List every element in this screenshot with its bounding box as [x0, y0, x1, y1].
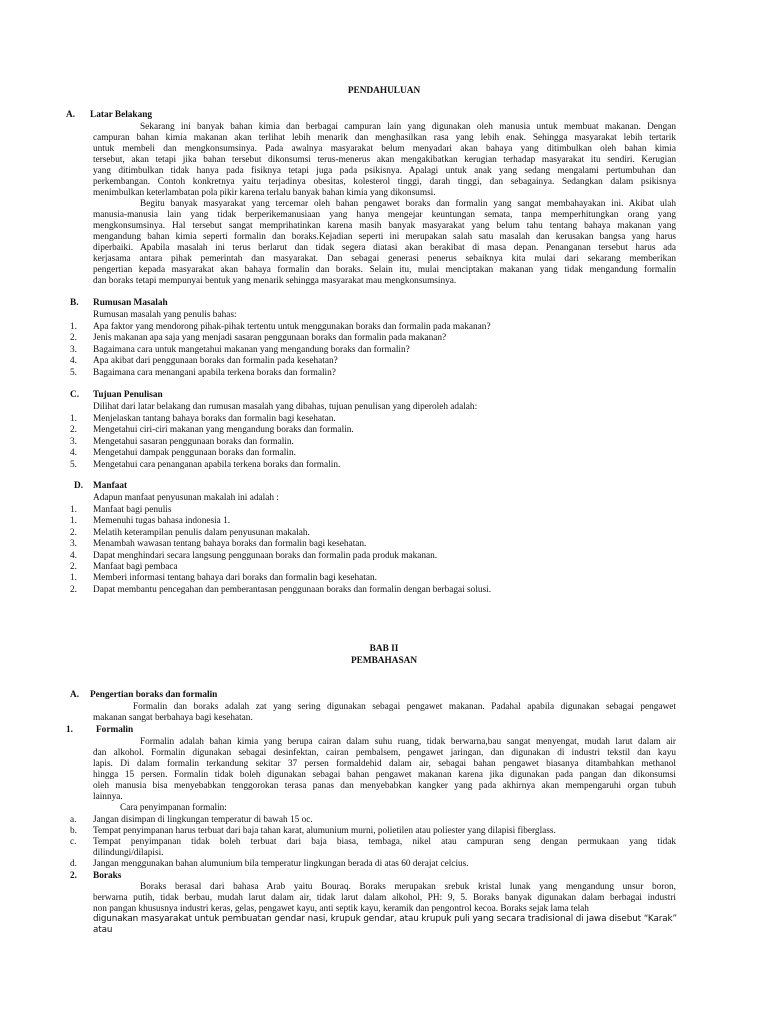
paragraph-line: manusia-manusia lain yang tidak berperikemanusiaan yang hanya mengejar keuntungan semata, tanpa memperhitungkan orang yang [93, 210, 676, 220]
list-letter: c. [70, 837, 77, 847]
definition-number: A. [70, 690, 80, 700]
paragraph-line: dan alkohol. Formalin digunakan sebagai desinfektan, cairan pembalsem, pengawet jaringan, dan digunakan di industri tekstil dan kayu [93, 748, 676, 758]
list-item-text: Mengetahui ciri-ciri makanan yang mengandung boraks dan formalin. [93, 425, 354, 436]
list-item-text: Menambah wawasan tentang bahaya boraks dan formalin bagi kesehatan. [93, 539, 367, 550]
list-number: 3. [70, 539, 77, 550]
list-number: 5. [70, 459, 77, 470]
list-number: 1. [70, 414, 77, 424]
section-c-heading: Tujuan Penulisan [93, 390, 163, 400]
section-a-heading: Latar Belakang [90, 110, 153, 120]
list-item-text: Tempat penyimpanan harus terbuat dari baja tahan karat, alumunium murni, polietilen atau poliester yang dilapisi fiberglass. [93, 826, 556, 836]
paragraph-line: makanan sangat berbahaya bagi kesehatan. [93, 713, 253, 723]
section-b-heading: Rumusan Masalah [93, 298, 168, 308]
paragraph-line: Boraks berasal dari bahasa Arab yaitu Bouraq. Boraks merupakan srebuk kristal lunak yang mengandung unsur boron, [140, 882, 676, 892]
list-item-text: Bagaimana cara untuk mangetahui makanan yang mengandung boraks dan formalin? [93, 344, 410, 355]
list-letter: a. [70, 815, 77, 825]
list-number: 2. [70, 562, 77, 572]
paragraph-line: perkembangan. Contoh konkretnya yaitu terjadinya obesitas, kolesterol tinggi, darah tinggi, dan sebagainya. Sedangkan dalam psikisnya [93, 177, 676, 187]
paragraph-line: kerjasama antara pihak pemerintah dan masyarakat. Dan sebagai generasi penerus sebaiknya kita mulai dari sekarang memberikan [93, 254, 676, 264]
section-d-heading: Manfaat [93, 481, 128, 491]
list-item-text: Menjelaskan tantang bahaya boraks dan formalin bagi kesehatan. [93, 414, 336, 424]
formalin-heading: Formalin [96, 725, 134, 735]
section-c-number: C. [70, 390, 80, 400]
paragraph-line: diperbaiki. Apabila masalah ini terus berlarut dan tidak segera diatasi akan berakibat di masa depan. Penanganan tersebut harus ada [93, 243, 676, 253]
list-number: 2. [70, 425, 77, 436]
list-letter: b. [70, 826, 77, 836]
paragraph-line: Formalin adalah bahan kimia yang berupa cairan dalam suhu ruang, tidak berwarna,bau sangat menyengat, mudah larut dalam air [140, 737, 676, 747]
list-item-text: Bagaimana cara menangani apabila terkena boraks dan formalin? [93, 367, 336, 378]
list-item-text: Jangan menggunakan bahan alumunium bila temperatur lingkungan berada di atas 60 derajat celcius. [93, 859, 469, 869]
paragraph-line: lapis. Di dalam formalin terkandung sekitar 37 persen formaldehid dalam air, sebagai bahan pengawet biasanya ditambahkan methanol [93, 759, 676, 769]
list-number: 2. [70, 527, 77, 538]
chapter-title: BAB II [369, 644, 399, 654]
paragraph-line: dan boraks tetapi mempunyai bentuk yang menarik sehingga masyarakat mau mengkonsumsinya. [93, 276, 457, 286]
list-number: 1. [70, 516, 77, 527]
list-item-text: Dapat menghindari secara langsung penggunaan boraks dan formalin pada produk makanan. [93, 550, 438, 561]
list-item-text: Jenis makanan apa saja yang menjadi sasaran penggunaan boraks dan formalin pada makanan? [93, 333, 447, 344]
list-number: 4. [70, 448, 77, 459]
page-title: PENDAHULUAN [347, 86, 421, 96]
list-item-text: Tempat penyimpanan tidak boleh terbuat dari baja biasa, tembaga, nikel atau campuran seng dengan permukaan yang tidak [93, 837, 676, 847]
list-letter: d. [70, 859, 77, 869]
list-item-text: Manfaat bagi pembaca [93, 562, 178, 572]
section-d-number: D. [74, 481, 84, 491]
list-item-text: Memberi informasi tentang bahaya dari boraks dan formalin bagi kesehatan. [93, 573, 377, 584]
section-b-intro: Rumusan masalah yang penulis bahas: [93, 310, 237, 320]
section-b-number: B. [70, 298, 79, 308]
list-item-text: Melatih keterampilan penulis dalam penyusunan makalah. [93, 527, 310, 538]
list-number: 1. [70, 573, 77, 584]
section-a-number: A. [66, 110, 76, 120]
formalin-number: 1. [66, 725, 73, 735]
list-item-text: Mengetahui cara penanganan apabila terkena boraks dan formalin. [93, 459, 341, 470]
definition-heading: Pengertian boraks dan formalin [90, 690, 218, 700]
paragraph-line: pengertian kepada masyarakat akan bahaya formalin dan boraks. Selain itu, mulai menciptakan makanan yang tidak mengandung formalin [93, 265, 676, 275]
list-number: 2. [70, 584, 77, 595]
paragraph-line: menimbulkan keterlambatan pola pikir karena terlalu banyak bahan kimia yang dikonsumsi. [93, 188, 436, 198]
list-number: 1. [70, 505, 77, 515]
paragraph-line: untuk membeli dan mengkonsumsinya. Pada awalnya masyarakat belum menyadari akan bahaya yang ditimbulkan oleh bahan kimia [93, 144, 676, 154]
boraks-last-line: digunakan masyarakat untuk pembuatan gendar nasi, krupuk gendar, atau krupuk puli yang secara tradisional di jawa disebut “Karak” atau [93, 914, 677, 935]
paragraph-line: lainnya. [93, 792, 123, 802]
paragraph-line: oleh manusia bisa menyebabkan tenggorokan terasa panas dan menyebabkan kangker yang pada akhirnya akan mempengaruhi organ tubuh [93, 781, 676, 791]
section-d-intro: Adapun manfaat penyusunan makalah ini adalah : [93, 493, 279, 503]
list-item-text: Jangan disimpan di lingkungan temperatur di bawah 15 oc. [93, 815, 313, 825]
list-number: 3. [70, 436, 77, 447]
list-number: 4. [70, 550, 77, 561]
paragraph-line: campuran bahan kimia makanan akan terlihat lebih menarik dan menghasilkan rasa yang lebih enak. Sehingga masyarakat lebih tertarik [93, 133, 676, 143]
list-item-text: dilindungi/dilapisi. [93, 848, 164, 858]
section-c-intro: Dilihat dari latar belakang dan rumusan masalah yang dibahas, tujuan penulisan yang diperoleh adalah: [93, 402, 478, 412]
list-item-text: Dapat membantu pencegahan dan pemberantasan penggunaan boraks dan formalin dengan berbagai solusi. [93, 584, 492, 595]
list-item-text: Memenuhi tugas bahasa indonesia 1. [93, 516, 231, 527]
list-item-text: Manfaat bagi penulis [93, 505, 172, 515]
list-number: 2. [70, 333, 77, 344]
boraks-number: 2. [70, 871, 77, 881]
list-item-text: Mengetahui sasaran penggunaan boraks dan formalin. [93, 436, 294, 447]
paragraph-line: mengandung bahan kimia seperti formalin dan boraks.Kejadian seperti ini merupakan salah satu masalah dan kerusakan bangsa yang harus [93, 232, 676, 242]
paragraph-line: hingga 15 persen. Formalin tidak boleh digunakan sebagai bahan pengawet makanan karena jika digunakan pada pangan dan dikonsumsi [93, 770, 676, 780]
list-number: 1. [70, 322, 77, 332]
list-number: 3. [70, 344, 77, 355]
paragraph-line: Sekarang ini banyak bahan kimia dan berbagai campuran lain yang digunakan oleh manusia untuk membuat makanan. Dengan [140, 122, 676, 132]
paragraph-line: yang ditimbulkan tidak hanya pada fisiknya tetapi juga pada psikisnya. Apalagi untuk anak yang sedang mengalami pertumbuhan dan [93, 166, 676, 176]
chapter-subtitle: PEMBAHASAN [350, 656, 418, 666]
paragraph-line: mengkonsumsinya. Hal tersebut sangat memprihatinkan karena masih banyak masyarakat yang belum tahu tentang bahaya makanan yang [93, 221, 676, 231]
boraks-heading: Boraks [93, 871, 122, 881]
paragraph-line: tersebut, akan tetapi jika bahan tersebut dikonsumsi terus-menerus akan mengakibatkan kerugian terhadap masyarakat itu sendiri. Kerugian [93, 155, 676, 165]
paragraph-line: berwarna putih, tidak berbau, mudah larut dalam air, tidak larut dalam alkohol, PH: 9, 5. Boraks banyak digunakan dalam berbagai industri [93, 893, 676, 903]
storage-intro: Cara penyimpanan formalin: [120, 803, 227, 813]
paragraph-line: Formalin dan boraks adalah zat yang sering digunakan sebagai pengawet makanan. Padahal apabila digunakan sebagai pengawet [133, 702, 676, 712]
list-number: 4. [70, 356, 77, 367]
list-item-text: Apa faktor yang mendorong pihak-pihak tertentu untuk menggunakan boraks dan formalin pada makanan? [93, 322, 491, 332]
list-item-text: Apa akibat dari penggunaan boraks dan formalin pada kesehatan? [93, 356, 338, 367]
paragraph-line: Begitu banyak masyarakat yang tercemar oleh bahan pengawet boraks dan formalin yang sangat membahayakan ini. Akibat ulah [140, 199, 676, 209]
paragraph-line: non pangan khususnya industri keras, gelas, pengawet kayu, anti septik kayu, keramik dan pengontrol kecoa. Boraks sejak lama telah [93, 904, 589, 914]
list-item-text: Mengetahui dampak penggunaan boraks dan formalin. [93, 448, 296, 459]
list-number: 5. [70, 367, 77, 378]
